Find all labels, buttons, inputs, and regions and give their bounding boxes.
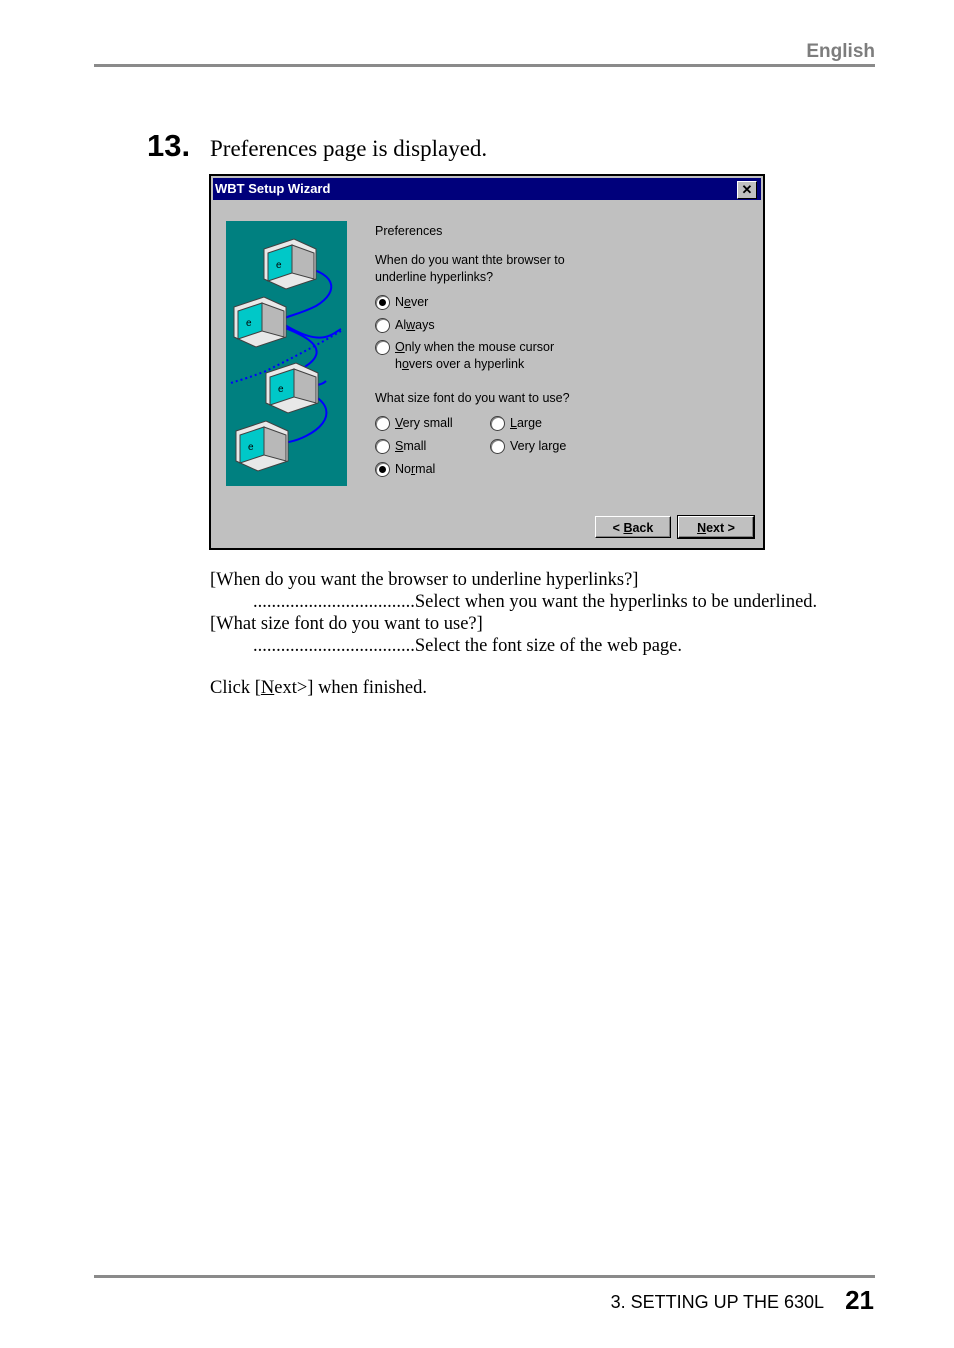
- radio-button[interactable]: [490, 439, 505, 454]
- preferences-heading: Preferences: [375, 224, 443, 238]
- finish-instruction: Click [Next>] when finished.: [210, 678, 427, 698]
- underline-question-line2: underline hyperlinks?: [375, 270, 494, 284]
- radio-large[interactable]: Large: [490, 415, 542, 432]
- radio-very-small[interactable]: Very small: [375, 415, 453, 432]
- svg-text:e: e: [246, 318, 252, 329]
- radio-always[interactable]: Always: [375, 317, 435, 334]
- font-size-question-text: [What size font do you want to use?]: [210, 614, 483, 634]
- font-size-answer-text: Select the font size of the web page.: [414, 636, 682, 656]
- setup-wizard-dialog: [209, 174, 765, 550]
- networked-computers-icon: [226, 221, 347, 486]
- dialog-titlebar: [213, 178, 761, 200]
- radio-button[interactable]: [490, 416, 505, 431]
- dot-leader: ...................................: [253, 592, 415, 612]
- svg-text:e: e: [248, 442, 254, 453]
- header-language: English: [806, 41, 875, 62]
- svg-text:e: e: [278, 384, 284, 395]
- dialog-title: WBT Setup Wizard: [215, 181, 331, 196]
- footer-rule: [94, 1275, 875, 1278]
- radio-button-selected[interactable]: [375, 462, 390, 477]
- step-title: Preferences page is displayed.: [210, 136, 488, 161]
- radio-button[interactable]: [375, 318, 390, 333]
- radio-only-when-hover[interactable]: Only when the mouse cursor hovers over a hyperlink: [375, 339, 554, 373]
- wizard-illustration: [226, 221, 347, 486]
- radio-button[interactable]: [375, 439, 390, 454]
- underline-question-text: [When do you want the browser to underline hyperlinks?]: [210, 570, 639, 590]
- font-size-question: What size font do you want to use?: [375, 391, 570, 405]
- radio-button[interactable]: [375, 416, 390, 431]
- radio-small[interactable]: Small: [375, 438, 426, 455]
- radio-button[interactable]: [375, 340, 390, 355]
- radio-button-selected[interactable]: [375, 295, 390, 310]
- footer-section-title: 3. SETTING UP THE 630L: [610, 1292, 824, 1312]
- underline-answer-row: [253, 592, 817, 613]
- next-button[interactable]: Next >: [678, 516, 754, 538]
- step-number: 13.: [147, 128, 191, 163]
- underline-question-line1: When do you want thte browser to: [375, 253, 565, 267]
- back-button[interactable]: < Back: [595, 516, 671, 538]
- radio-normal[interactable]: Normal: [375, 461, 435, 478]
- close-icon[interactable]: ✕: [737, 181, 757, 199]
- dot-leader: ...................................: [253, 636, 415, 656]
- svg-text:e: e: [276, 260, 282, 271]
- font-size-answer-row: [253, 636, 682, 657]
- radio-never[interactable]: Never: [375, 294, 428, 311]
- radio-very-large[interactable]: Very large: [490, 438, 566, 455]
- page-number: 21: [845, 1285, 874, 1315]
- header-rule: [94, 64, 875, 67]
- underline-answer-text: Select when you want the hyperlinks to be underlined.: [414, 592, 818, 612]
